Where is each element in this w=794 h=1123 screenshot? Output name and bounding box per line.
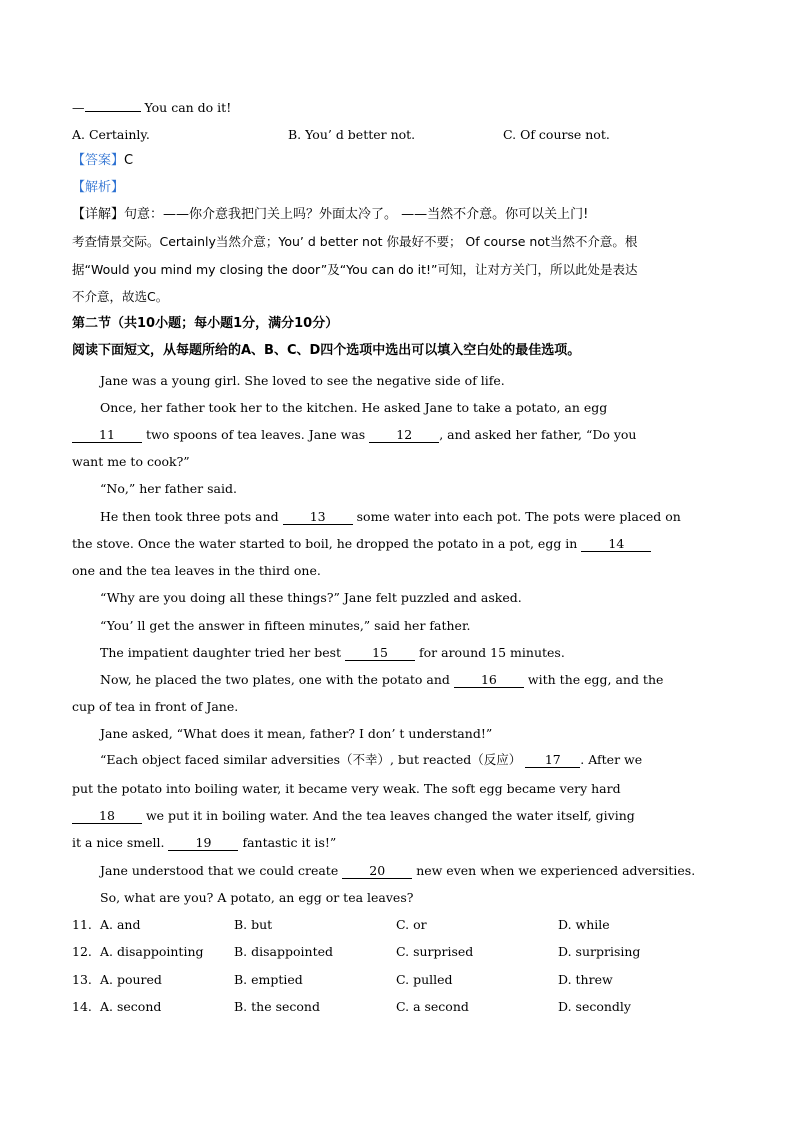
option-b: B. emptied [234, 972, 303, 987]
blank-19: 19 [168, 836, 238, 851]
passage-line: “No,” her father said. [100, 481, 237, 496]
passage-line: one and the tea leaves in the third one. [72, 563, 321, 578]
passage-line [100, 645, 565, 661]
passage-line: put the potato into boiling water, it became very weak. The soft egg became very hard [72, 781, 621, 796]
passage-line [72, 536, 651, 552]
detail-line-2: 考查情景交际。Certainly当然介意；You’ d better not 你最好不要； Of course not当然不介意。根 [72, 234, 638, 249]
question-number: 13. [72, 972, 92, 987]
question-number: 11. [72, 917, 92, 932]
blank-16: 16 [454, 673, 524, 688]
passage-text: , and asked her father, “Do you [439, 427, 637, 442]
passage-line [72, 427, 637, 443]
section-title: 第二节（共10小题；每小题1分，满分10分） [72, 316, 339, 331]
passage-text: Jane understood that we could create [100, 863, 339, 878]
option-a: A. poured [100, 972, 162, 987]
blank-14: 14 [581, 537, 651, 552]
option-d: D. while [558, 917, 610, 932]
option-b: B. but [234, 917, 273, 932]
passage-text: new even when we experienced adversities. [416, 863, 696, 878]
passage-text: it a nice smell. [72, 835, 165, 850]
option-a: A. disappointing [100, 944, 204, 959]
option-b: B. disappointed [234, 944, 333, 959]
blank-11: 11 [72, 428, 142, 443]
passage-text: . After we [580, 752, 643, 767]
answer-line [72, 153, 133, 169]
passage-line [100, 752, 642, 768]
detail-line-1 [72, 207, 588, 223]
blank-20: 20 [342, 864, 412, 879]
passage-line: want me to cook?” [72, 454, 190, 469]
option-c: C. or [396, 917, 427, 932]
detail-line-4: 不介意，故选C。 [72, 289, 169, 304]
question-number: 14. [72, 999, 92, 1014]
passage-line: So, what are you? A potato, an egg or tea leaves? [100, 890, 414, 905]
option-b: B. the second [234, 999, 320, 1014]
passage-line [72, 835, 336, 851]
passage-line: Jane was a young girl. She loved to see the negative side of life. [100, 373, 505, 388]
passage-text: with the egg, and the [527, 672, 664, 687]
option-d: D. threw [558, 972, 613, 987]
option-c: C. surprised [396, 944, 474, 959]
detail-label: 【详解】 [72, 207, 125, 222]
section-instruction: 阅读下面短文，从每题所给的A、B、C、D四个选项中选出可以填入空白处的最佳选项。 [72, 343, 581, 358]
blank-18: 18 [72, 809, 142, 824]
answer-value: C [124, 153, 134, 168]
blank-12: 12 [369, 428, 439, 443]
passage-text: fantastic it is!” [242, 835, 337, 850]
passage-text: The impatient daughter tried her best [100, 645, 342, 660]
detail-text-1: 句意：——你介意我把门关上吗？外面太冷了。 ——当然不介意。你可以关上门! [124, 207, 589, 222]
passage-line [100, 672, 663, 688]
option-a: A. Certainly. [72, 127, 150, 142]
answer-blank [85, 111, 141, 112]
passage-line: Jane asked, “What does it mean, father? I don’ t understand!” [100, 726, 493, 741]
passage-line [72, 808, 635, 824]
option-c: C. pulled [396, 972, 453, 987]
blank-17: 17 [525, 753, 580, 768]
answer-label: 【答案】 [72, 153, 125, 168]
dash: — [72, 100, 85, 115]
detail-line-3: 据“Would you mind my closing the door”及“You can do it!”可知，让对方关门，所以此处是表达 [72, 262, 638, 277]
option-d: D. surprising [558, 944, 641, 959]
passage-line [100, 509, 681, 525]
question-10-prompt [72, 100, 231, 116]
question-number: 12. [72, 944, 92, 959]
passage-text: “Each object faced similar adversities（不幸）, but reacted（反应） [100, 752, 522, 767]
option-a: A. and [100, 917, 141, 932]
blank-13: 13 [283, 510, 353, 525]
passage-text: Now, he placed the two plates, one with the potato and [100, 672, 450, 687]
prompt-text: You can do it! [144, 100, 232, 115]
passage-line [100, 863, 695, 879]
passage-line: “You’ ll get the answer in fifteen minutes,” said her father. [100, 618, 471, 633]
passage-text: He then took three pots and [100, 509, 279, 524]
blank-15: 15 [345, 646, 415, 661]
analysis-label: 【解析】 [72, 180, 125, 195]
passage-line: “Why are you doing all these things?” Jane felt puzzled and asked. [100, 590, 522, 605]
passage-line: Once, her father took her to the kitchen. He asked Jane to take a potato, an egg [100, 400, 608, 415]
passage-text: we put it in boiling water. And the tea leaves changed the water itself, giving [145, 808, 635, 823]
passage-text: the stove. Once the water started to boil, he dropped the potato in a pot, egg in [72, 536, 578, 551]
option-c: C. a second [396, 999, 469, 1014]
passage-text: for around 15 minutes. [419, 645, 565, 660]
passage-text: some water into each pot. The pots were placed on [356, 509, 681, 524]
option-b: B. You’ d better not. [288, 127, 416, 142]
option-d: D. secondly [558, 999, 631, 1014]
option-a: A. second [100, 999, 162, 1014]
passage-text: two spoons of tea leaves. Jane was [145, 427, 366, 442]
passage-line: cup of tea in front of Jane. [72, 699, 239, 714]
option-c: C. Of course not. [503, 127, 610, 142]
